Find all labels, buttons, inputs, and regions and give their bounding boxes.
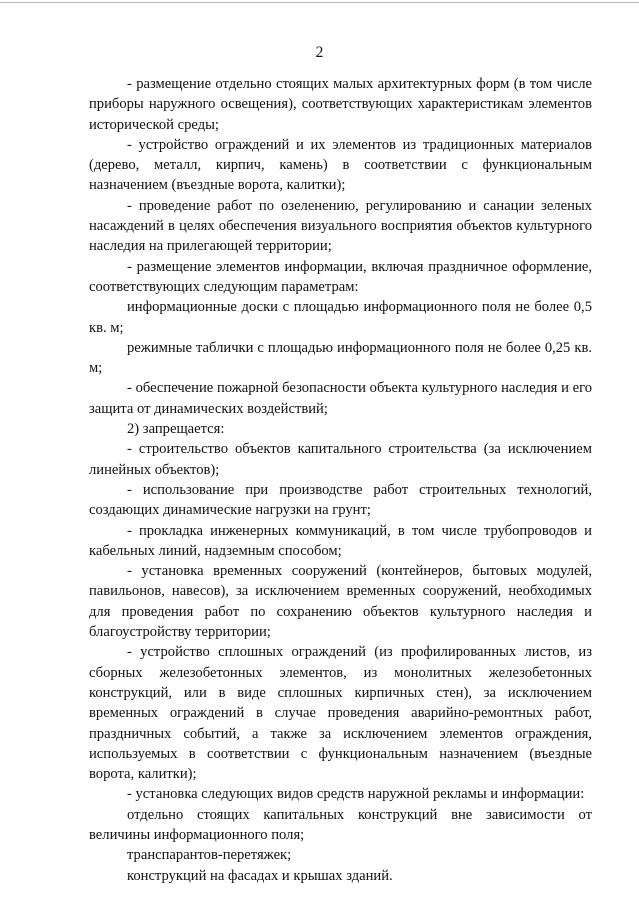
paragraph: - проведение работ по озеленению, регулированию и санации зеленых насаждений в целях обеспечения визуального восприятия объектов культурного наследия на прилегающей территории;	[89, 197, 592, 255]
scan-top-edge	[0, 2, 639, 3]
paragraph: - использование при производстве работ строительных технологий, создающих динамические нагрузки на грунт;	[89, 481, 592, 519]
paragraph: - установка следующих видов средств наружной рекламы и информации:	[127, 786, 585, 803]
paragraph: - обеспечение пожарной безопасности объекта культурного наследия и его защита от динамических воздействий;	[89, 380, 592, 417]
paragraph: режимные таблички с площадью информационного поля не более 0,25 кв. м;	[89, 339, 592, 377]
paragraph: - размещение отдельно стоящих малых архитектурных форм (в том числе приборы наружного освещения), соответствующих характеристикам элементов исторической среды;	[89, 76, 592, 133]
paragraph: - размещение элементов информации, включая праздничное оформление, соответствующих следующим параметрам:	[89, 258, 592, 295]
page-number: 2	[315, 44, 324, 61]
paragraph: - установка временных сооружений (контейнеров, бытовых модулей, павильонов, навесов), за исключением временных сооружений, необходимых для проведения работ по сохранению объектов культурного наследия и благоустройству территории;	[89, 563, 592, 641]
paragraph: - прокладка инженерных коммуникаций, в том числе трубопроводов и кабельных линий, надземным способом;	[89, 522, 592, 559]
paragraph: отдельно стоящих капитальных конструкций вне зависимости от величины информационного поля;	[89, 806, 592, 843]
paragraph: конструкций на фасадах и крышах зданий.	[127, 867, 393, 884]
paragraph: информационные доски с площадью информационного поля не более 0,5 кв. м;	[89, 299, 592, 336]
paragraph: - строительство объектов капитального строительства (за исключением линейных объектов);	[89, 441, 592, 478]
paragraph: - устройство сплошных ограждений (из профилированных листов, из сборных железобетонных элементов, из монолитных железобетонных конструкций, или в виде сплошных кирпичных стен), за исключением временных ограждений в случае проведения аварийно-ремонтных работ, праздничных событий, а также за исключением элементов ограждения, используемых в соответствии с функциональным назначением (въездные ворота, калитки);	[89, 644, 592, 783]
paragraph: 2) запрещается:	[127, 421, 225, 438]
document-body	[89, 74, 592, 886]
paragraph: транспарантов-перетяжек;	[127, 847, 292, 864]
paragraph: - устройство ограждений и их элементов из традиционных материалов (дерево, металл, кирпич, камень) в соответствии с функциональным назначением (въездные ворота, калитки);	[89, 136, 592, 194]
